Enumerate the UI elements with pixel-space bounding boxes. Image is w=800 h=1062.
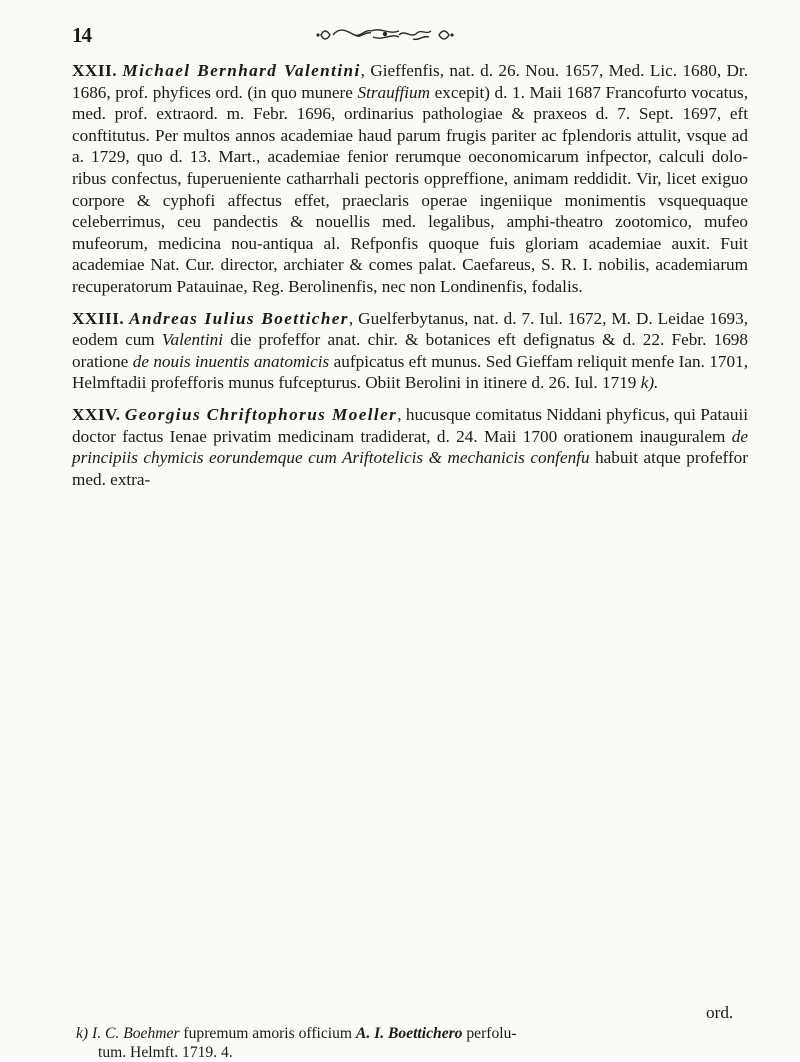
entry-text: habuit atque profeffor med. extra- [72, 448, 748, 489]
page-header [0, 0, 800, 60]
footnote-text: fupremum amoris officium [179, 1025, 356, 1042]
entry-text: , hucusque comitatus Niddani phyficus, qui Patauii doctor factus Ienae privatim medicinam tradiderat, d. 24. Maii 1700 orationem inauguralem [72, 404, 748, 446]
footnote-name: A. I. Boettichero [355, 1025, 463, 1042]
footnote [76, 1024, 748, 1062]
body-text [72, 60, 748, 490]
entry-italic: Strauffium [357, 82, 431, 102]
entry-italic: Valentini [161, 330, 224, 350]
footnote-text: perfolu- [462, 1025, 517, 1042]
person-name: Georgius Chriftophorus Moeller [124, 404, 398, 424]
entry-text: aufpicatus eft munus. Sed Gieffam reliquit menfe Ian. 1701, Helmftadii profefforis munus fufcepturus. Obiit Berolini in itinere d. 26. Iul. 1719 [72, 351, 748, 393]
entry-italic: de nouis inuentis anatomicis [132, 351, 330, 371]
decorative-rule-icon [315, 24, 455, 46]
entry-text: , Gieffenfis, nat. d. 26. Nou. 1657, Med. Lic. 1680, Dr. 1686, prof. phyfices ord. (in quo munere [72, 61, 749, 102]
entry-text: die profeffor anat. chir. & botanices eft defignatus & d. 22. Febr. 1698 oratione [72, 330, 748, 371]
footnote-reference: k). [640, 373, 659, 393]
line-continuation: ord. [706, 1003, 734, 1022]
person-name: Michael Bernhard Valentini [122, 61, 361, 80]
entry-xxiv [72, 404, 748, 490]
entry-text: excepit) d. 1. Maii 1687 Francofurto vocatus, med. prof. extraord. m. Febr. 1696, ordinarius pathologiae & praxeos d. 7. Sept. 1697, eft conftitutus. Per multos annos academiae haud parum frugis pariter ac fplendoris attulit, vsque ad a. 1729, quo d. 13. Mart., academiae fenior rerumque oeconomicarum infpector, calculi dolo-ribus confectus, fuperueniente catharrhali pectoris oppreffione, animam reddidit. Vir, licet exiguo corpore & cyphofi affectus effet, praeclaris operae ingeniique monimentis vsquequaque celeberrimus, ceu pandectis & nouellis med. legalibus, amphi-theatro zootomico, mufeo mufeorum, medicina nou-antiqua al. Refponfis quoque fuis gloriam academiae auxit. Fuit academiae Nat. Cur. director, archiater & comes palat. Caefareus, S. R. I. nobilis, academiarum recuperatorum Patauinae, Reg. Berolinenfis, nec non Londinenfis, fodalis. [72, 82, 748, 296]
footnote-marker: k) [76, 1025, 89, 1042]
entry-xxii [72, 60, 748, 298]
entry-xxiii [72, 308, 748, 394]
entry-italic: de principiis chymicis eorundemque cum Ariftotelicis & mechanicis confenfu [72, 426, 748, 468]
footnote-italic: Boehmer [123, 1025, 180, 1042]
person-name: Andreas Iulius Boetticher [129, 308, 349, 328]
entry-text: , Guelferbytanus, nat. d. 7. Iul. 1672, M. D. Leidae 1693, eodem cum [72, 308, 749, 350]
footnote-text: I. C. [88, 1025, 124, 1042]
page-number: 14 [72, 23, 91, 47]
entry-number: XXII. [72, 61, 117, 80]
entry-number: XXIII. [72, 308, 125, 328]
footnote-text: tum. Helmft. 1719. 4. [98, 1044, 233, 1061]
entry-number: XXIV. [72, 404, 121, 424]
